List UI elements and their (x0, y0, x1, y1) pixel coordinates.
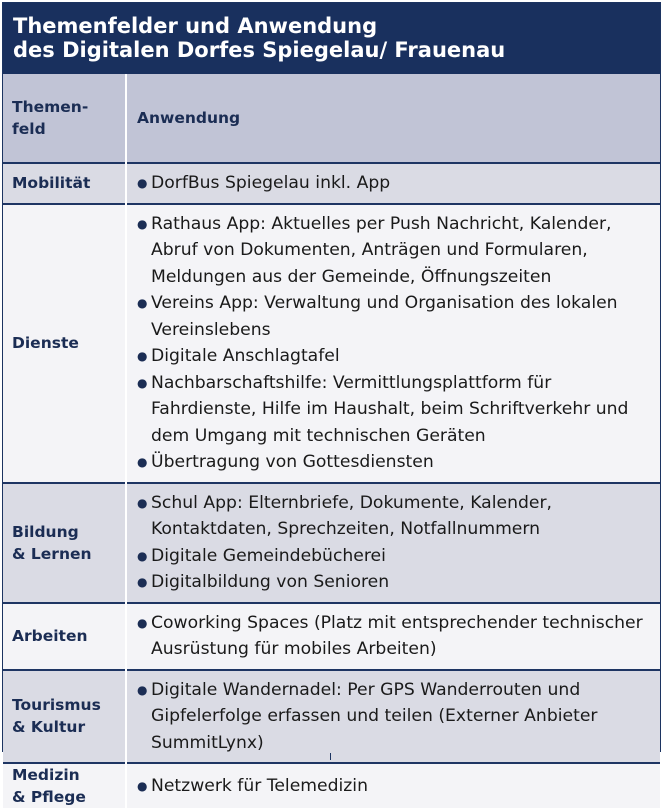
application-text: Netzwerk für Telemedizin (151, 775, 368, 796)
row-field-cell (3, 204, 126, 483)
application-list-item (137, 773, 660, 800)
application-list-item (137, 490, 660, 543)
row-field-label: Tourismus (12, 696, 101, 715)
bullet-icon: ● (137, 176, 148, 190)
row-field-cell (3, 670, 126, 764)
themenfelder-table (3, 74, 660, 808)
row-application-cell (126, 204, 660, 483)
application-text: Digitale Wandernadel: Per GPS Wanderrouten und Gipfelerfolge erfassen und teilen (Externer Anbieter SummitLynx) (151, 679, 598, 753)
application-list-item (137, 449, 660, 476)
bullet-icon: ● (137, 375, 148, 390)
row-application-cell (126, 163, 660, 204)
bullet-icon: ● (137, 349, 148, 363)
application-list-item (137, 170, 660, 197)
row-application-cell (126, 483, 660, 603)
header-column-themenfeld-line-1: Themen- (12, 98, 89, 116)
table-row (3, 670, 660, 764)
row-field-label: & Kultur (12, 718, 86, 737)
row-field-cell (3, 163, 126, 204)
table-row (3, 204, 660, 483)
application-list-item (137, 290, 660, 343)
row-field-cell (3, 603, 126, 670)
table-title (3, 3, 660, 74)
bullet-icon: ● (137, 575, 148, 589)
application-list-item (137, 569, 660, 596)
row-field-cell (3, 763, 126, 808)
table-header-row (3, 74, 660, 163)
bullet-icon: ● (137, 455, 148, 469)
application-list-item (137, 343, 660, 370)
application-text: Rathaus App: Aktuelles per Push Nachricht, Kalender, Abruf von Dokumenten, Anträgen und Formularen, Meldungen aus der Gemeinde, Öffnungszeiten (151, 213, 612, 287)
table-title-line-2: des Digitalen Dorfes Spiegelau/ Frauenau (13, 38, 506, 62)
application-list-item (137, 211, 660, 291)
table-row (3, 603, 660, 670)
bullet-icon: ● (137, 778, 148, 793)
table-row (3, 163, 660, 204)
row-application-cell (126, 603, 660, 670)
row-application-cell (126, 670, 660, 764)
row-field-label: & Pflege (12, 788, 86, 806)
themenfelder-table-frame (2, 2, 661, 806)
row-field-label: Arbeiten (12, 627, 88, 645)
row-field-label: Medizin (12, 766, 80, 784)
bullet-icon: ● (137, 615, 148, 630)
application-list-item (137, 610, 660, 663)
bullet-icon: ● (137, 682, 148, 697)
row-field-cell (3, 483, 126, 603)
header-column-anwendung: Anwendung (126, 74, 660, 163)
header-column-themenfeld-line-2: feld (12, 120, 46, 138)
application-text: DorfBus Spiegelau inkl. App (151, 173, 391, 193)
application-text: Nachbarschaftshilfe: Vermittlungsplattform für Fahrdienste, Hilfe im Haushalt, beim Schriftverkehr und dem Umgang mit technischen Geräten (151, 372, 629, 446)
application-list-item (137, 370, 660, 450)
row-field-label: Dienste (12, 334, 79, 352)
row-field-label: Mobilität (12, 174, 91, 193)
bullet-icon: ● (137, 548, 148, 563)
application-list-item (137, 677, 660, 757)
table-title-line-1: Themenfelder und Anwendung (13, 14, 378, 38)
application-text: Digitale Gemeindebücherei (151, 545, 386, 566)
application-text: Digitale Anschlagtafel (151, 346, 340, 366)
application-text: Vereins App: Verwaltung und Organisation des lokalen Vereinslebens (151, 293, 618, 340)
row-application-cell (126, 763, 660, 808)
application-list-item (137, 543, 660, 570)
row-field-label: Bildung (12, 522, 79, 541)
bullet-icon: ● (137, 495, 148, 510)
row-field-label: & Lernen (12, 544, 92, 563)
header-column-themenfeld (3, 74, 126, 163)
application-text: Digitalbildung von Senioren (151, 572, 390, 592)
table-row (3, 483, 660, 603)
page-tick-mark (330, 753, 331, 760)
application-text: Übertragung von Gottesdiensten (151, 452, 434, 472)
bullet-icon: ● (137, 216, 148, 231)
table-row (3, 763, 660, 808)
application-text: Schul App: Elternbriefe, Dokumente, Kalender, Kontaktdaten, Sprechzeiten, Notfallnummern (151, 492, 552, 539)
bullet-icon: ● (137, 296, 148, 310)
application-text: Coworking Spaces (Platz mit entsprechender technischer Ausrüstung für mobiles Arbeiten) (151, 612, 643, 659)
